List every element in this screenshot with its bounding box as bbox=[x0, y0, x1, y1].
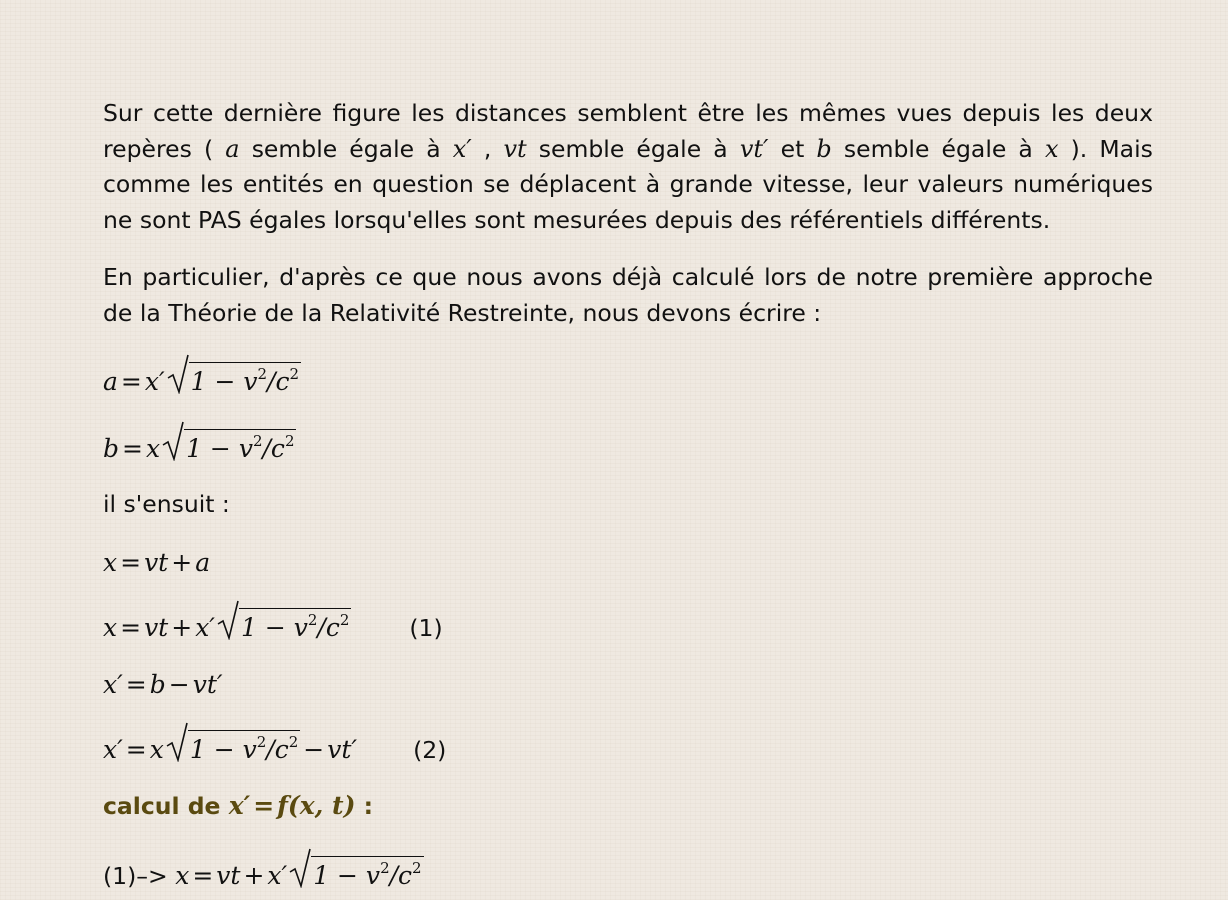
math-op: = bbox=[125, 670, 147, 699]
sqrt bbox=[162, 429, 296, 464]
equation-b bbox=[103, 429, 296, 464]
math-var: vt bbox=[216, 861, 241, 890]
math-op: = bbox=[120, 367, 142, 396]
math-radicand: 1 − v bbox=[190, 367, 258, 396]
math-op: = bbox=[253, 791, 275, 820]
math-exp: 2 bbox=[339, 611, 350, 629]
text: , bbox=[483, 134, 492, 163]
math-op: = bbox=[192, 861, 214, 890]
math-op: + bbox=[171, 613, 193, 642]
math-var: x′ bbox=[195, 613, 215, 642]
math-frac: /c bbox=[262, 434, 285, 463]
math-radicand: 1 − v bbox=[189, 735, 257, 764]
math-op: − bbox=[168, 670, 190, 699]
math-var: a bbox=[225, 134, 240, 163]
radical-sign-icon bbox=[167, 354, 189, 394]
equation-a bbox=[103, 362, 301, 397]
math-radicand: 1 − v bbox=[240, 613, 308, 642]
math-var: a bbox=[103, 367, 118, 396]
math-op: = bbox=[120, 613, 142, 642]
math-var: x′ bbox=[103, 670, 123, 699]
text: semble égale à bbox=[251, 134, 441, 163]
math-var: vt bbox=[503, 134, 527, 163]
math-var: x bbox=[103, 613, 118, 642]
equation-x-1 bbox=[103, 548, 210, 578]
math-var: x′ bbox=[144, 367, 165, 396]
heading-colon: : bbox=[363, 792, 374, 820]
text: Sur cette dernière figure les distances semblent être les mêmes vues depuis les deux repères ( bbox=[103, 99, 1153, 163]
math-op: = bbox=[122, 434, 143, 463]
math-var: f bbox=[277, 791, 288, 820]
math-frac: /c bbox=[266, 735, 289, 764]
sqrt bbox=[217, 608, 351, 643]
sqrt bbox=[166, 730, 300, 765]
math-exp: 2 bbox=[380, 859, 390, 877]
sqrt bbox=[167, 362, 301, 397]
math-exp: 2 bbox=[284, 432, 295, 450]
radical-sign-icon bbox=[289, 848, 311, 888]
math-exp: 2 bbox=[289, 365, 300, 383]
math-var: b bbox=[816, 134, 832, 163]
math-exp: 2 bbox=[412, 859, 422, 877]
document-page bbox=[103, 96, 1153, 890]
math-exp: 2 bbox=[288, 733, 299, 751]
equation-number: (1) bbox=[409, 614, 443, 642]
math-var: x bbox=[149, 735, 164, 764]
heading-label: calcul de bbox=[103, 792, 221, 820]
math-radicand: 1 − v bbox=[313, 861, 381, 890]
math-exp: 2 bbox=[257, 365, 268, 383]
math-op: − bbox=[303, 735, 325, 764]
math-var: x′ bbox=[267, 861, 288, 890]
math-exp: 2 bbox=[252, 432, 263, 450]
math-var: b bbox=[149, 670, 166, 699]
math-frac: /c bbox=[317, 613, 340, 642]
paragraph-particulier: En particulier, d'après ce que nous avons déjà calculé lors de notre première approche de la Théorie de la Relativité Restreinte, nous devons écrire : bbox=[103, 263, 1153, 327]
math-radicand: 1 − v bbox=[186, 434, 253, 463]
math-var: x bbox=[1044, 134, 1059, 163]
radical-sign-icon bbox=[217, 600, 239, 640]
math-var: vt bbox=[144, 613, 169, 642]
text: semble égale à bbox=[843, 134, 1033, 163]
equation-xprime-1 bbox=[103, 670, 223, 700]
math-op: + bbox=[171, 548, 193, 577]
math-op: + bbox=[243, 861, 265, 890]
equation-last bbox=[103, 856, 424, 891]
math-var: a bbox=[195, 548, 211, 577]
math-var: x′ bbox=[452, 134, 472, 163]
math-var: x bbox=[103, 548, 118, 577]
text: et bbox=[780, 134, 805, 163]
math-var: x bbox=[175, 861, 190, 890]
paragraph-distances bbox=[103, 96, 1153, 238]
text-il-s-ensuit: il s'ensuit : bbox=[103, 490, 230, 518]
equation-xprime-2 bbox=[103, 730, 446, 765]
math-var: vt′ bbox=[327, 735, 358, 764]
math-exp: 2 bbox=[307, 611, 318, 629]
sqrt bbox=[289, 856, 423, 891]
math-var: vt bbox=[144, 548, 169, 577]
text: ). Mais comme les entités en question se déplacent à grande vitesse, leur valeurs numériques ne sont PAS égales lorsqu'elles sont mesurées depuis des référentiels différents. bbox=[103, 134, 1153, 234]
equation-x-2 bbox=[103, 608, 443, 643]
math-frac: /c bbox=[267, 367, 290, 396]
radical-sign-icon bbox=[166, 722, 188, 762]
equation-number: (2) bbox=[413, 736, 447, 764]
equation-ref: (1)–> bbox=[103, 862, 168, 890]
math-var: vt′ bbox=[739, 134, 769, 163]
text: semble égale à bbox=[538, 134, 728, 163]
math-var: b bbox=[103, 434, 120, 463]
math-op: = bbox=[125, 735, 147, 764]
math-var: x′ bbox=[103, 735, 123, 764]
math-args: (x, t) bbox=[287, 791, 356, 820]
math-var: vt′ bbox=[192, 670, 223, 699]
math-exp: 2 bbox=[256, 733, 267, 751]
math-op: = bbox=[120, 548, 142, 577]
radical-sign-icon bbox=[162, 421, 184, 461]
math-frac: /c bbox=[389, 861, 413, 890]
math-var: x′ bbox=[228, 791, 251, 820]
math-var: x bbox=[145, 434, 161, 463]
section-heading bbox=[103, 791, 373, 821]
